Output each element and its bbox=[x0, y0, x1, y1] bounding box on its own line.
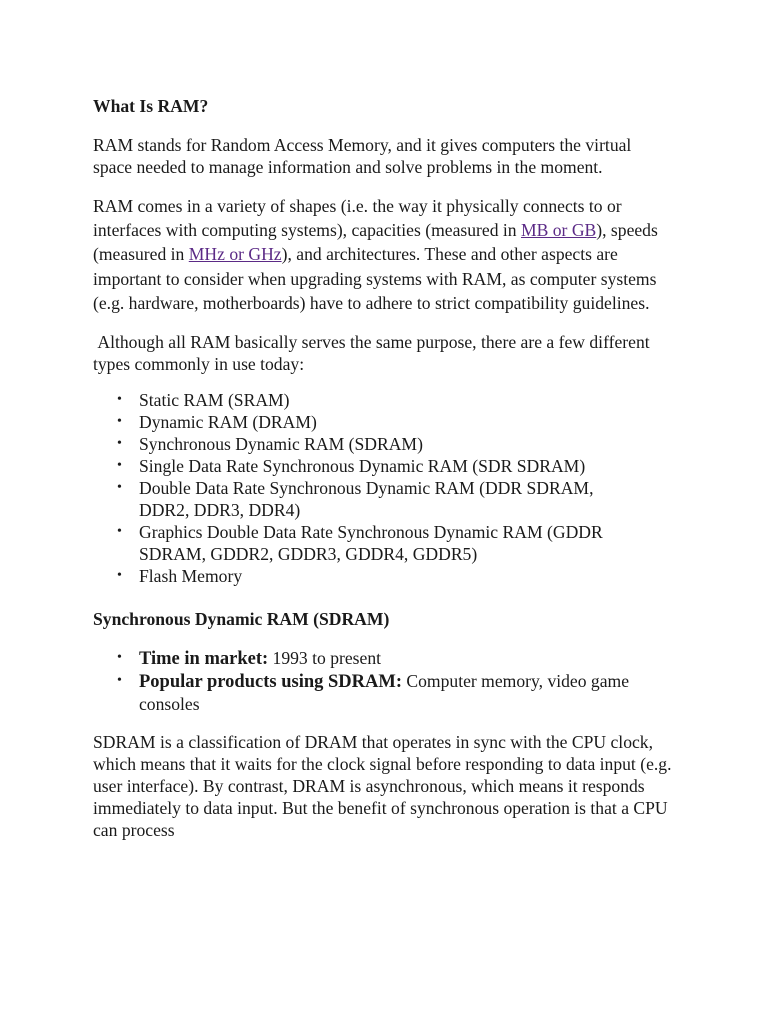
ram-types-list bbox=[93, 389, 699, 587]
list-item-time-in-market bbox=[139, 647, 679, 670]
shapes-paragraph bbox=[93, 194, 663, 315]
types-intro-paragraph: Although all RAM basically serves the same purpose, there are a few different types commonly in use today: bbox=[93, 332, 655, 375]
intro-paragraph: RAM stands for Random Access Memory, and it gives computers the virtual space needed to manage information and solve problems in the moment. bbox=[93, 135, 632, 177]
fact-value: 1993 to present bbox=[268, 648, 382, 669]
list-item: • Static RAM (SRAM) bbox=[139, 389, 699, 411]
list-item-popular-products bbox=[139, 670, 679, 715]
document-page bbox=[93, 94, 693, 841]
fact-label: Time in market: bbox=[139, 649, 269, 670]
sdram-paragraph: SDRAM is a classification of DRAM that operates in sync with the CPU clock, which means that it waits for the clock signal before responding to data input (e.g. user interface). By contrast, DRAM is asynchronous, which means it responds immediately to data input. But the benefit of synchronous operation is that a CPU can process bbox=[93, 732, 672, 841]
sdram-facts-list bbox=[93, 647, 679, 715]
link-mhz-or-ghz[interactable]: MHz or GHz bbox=[188, 244, 282, 265]
list-item: • Dynamic RAM (DRAM) bbox=[139, 411, 699, 433]
list-item: • Synchronous Dynamic RAM (SDRAM) bbox=[139, 433, 699, 455]
list-item: • Single Data Rate Synchronous Dynamic RAM (SDR SDRAM) bbox=[139, 455, 699, 477]
shapes-text-1: RAM comes in a variety of shapes (i.e. the way it physically connects to or interfaces with computing systems), capacities (measured in bbox=[93, 196, 622, 241]
link-mb-or-gb[interactable]: MB or GB bbox=[520, 220, 597, 241]
list-item: • Graphics Double Data Rate Synchronous Dynamic RAM (GDDR SDRAM, GDDR2, GDDR3, GDDR4, GDDR5) bbox=[139, 521, 629, 565]
list-item: • Double Data Rate Synchronous Dynamic RAM (DDR SDRAM, DDR2, DDR3, DDR4) bbox=[139, 477, 629, 521]
heading-sdram: Synchronous Dynamic RAM (SDRAM) bbox=[93, 609, 390, 630]
fact-label: Popular products using SDRAM: bbox=[139, 672, 402, 693]
fact-value: Computer memory, video game consoles bbox=[139, 671, 630, 715]
list-item: • Flash Memory bbox=[139, 565, 699, 587]
heading-what-is-ram: What Is RAM? bbox=[93, 96, 209, 116]
shapes-text-2: ), speeds (measured in bbox=[93, 220, 658, 265]
shapes-text-3: ), and architectures. These and other aspects are important to consider when upgrading systems with RAM, as computer systems (e.g. hardware, motherboards) have to adhere to strict compatibility guidelines. bbox=[93, 244, 657, 313]
